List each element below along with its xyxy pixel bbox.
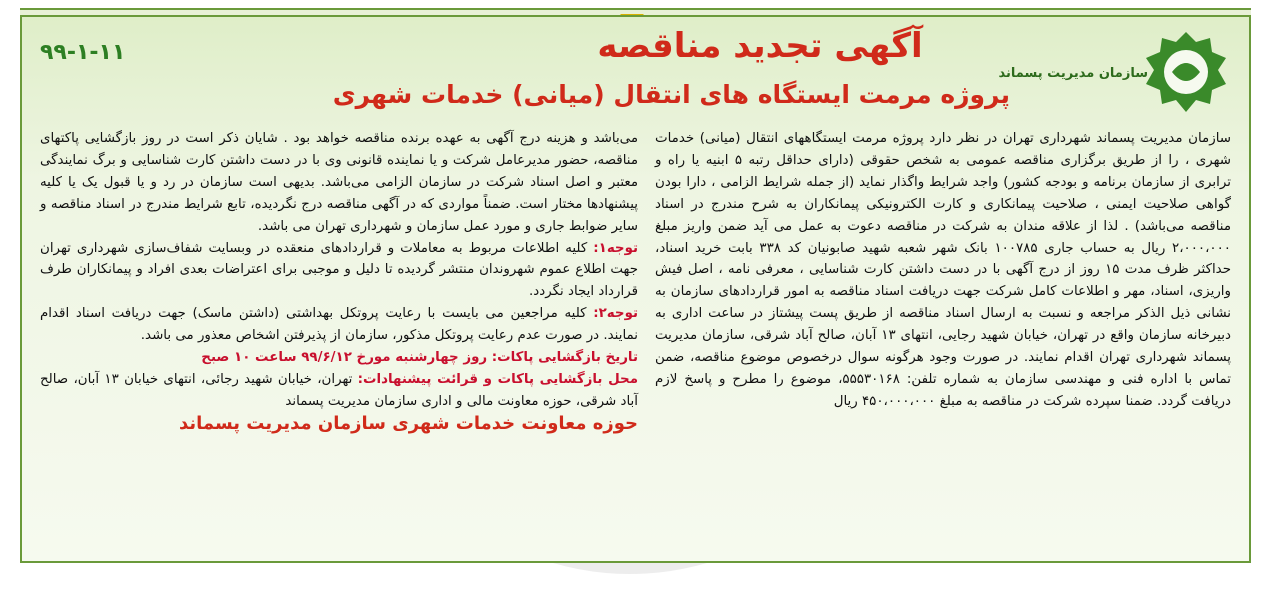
note-2-label: توجه۲:	[593, 306, 638, 322]
note-2-text: کلیه مراجعین می بایست با رعایت پروتکل بهداشتی (داشتن ماسک) جهت دریافت اسناد اقدام نمایند. در صورت عدم رعایت پروتکل مذکور، سازمان از پذیرفتن اشخاص معذور می باشد.	[40, 306, 638, 344]
notice-code: ۹۹-۱-۱۱	[40, 40, 126, 65]
organization-name: سازمان مدیریت پسماند	[998, 66, 1148, 81]
note-1-label: توجه۱:	[593, 240, 639, 256]
conditions-paragraph: می‌باشد و هزینه درج آگهی به عهده برنده مناقصه خواهد بود . شایان ذکر است در روز بازگشایی پاکتهای مناقصه، حضور مدیرعامل شرکت و یا نماینده قانونی وی با در دست داشتن کارت شناسایی و برگ نمایندگی معتبر و اصل اسناد شرکت در سازمان الزامی می‌باشد. بدیهی است سازمان در رد و یا قبول یک یا کلیه پیشنهادها مختار است. ضمناً مواردی که در آگهی مناقصه درج نگردیده، تابع شرایط مندرج در اسناد مناقصه و سایر ضوابط جاری و مورد عمل سازمان و شهرداری تهران می باشد.	[40, 131, 638, 234]
opening-location	[40, 369, 638, 413]
left-column	[40, 128, 638, 435]
signature: حوزه معاونت خدمات شهری سازمان مدیریت پسماند	[178, 412, 638, 434]
main-paragraph: سازمان مدیریت پسماند شهرداری تهران در نظر دارد پروژه مرمت ایستگاههای انتقال (میانی) خدمات شهری ، را از طریق برگزاری مناقصه عمومی به شخص حقوقی (دارای حداقل رتبه ۵ ابنیه یا راه و ترابری از سازمان برنامه و بودجه کشور) واجد شرایط واگذار نماید (از جمله شرایط الزامی ، دارا بودن گواهی صلاحیت ایمنی ، صلاحیت پیمانکاری و کارت الکترونیکی پیمانکاران به شرح مندرج در اسناد مناقصه می‌باشد) . لذا از علاقه مندان به شرکت در مناقصه دعوت به عمل می آید ضمن واریز مبلغ ۲،۰۰۰،۰۰۰ ریال به حساب جاری ۱۰۰۷۸۵ بانک شهر شعبه شهید صابونیان کد ۳۳۸ بابت خرید اسناد، حداکثر ظرف مدت ۱۵ روز از درج آگهی با در دست داشتن کارت شناسایی ، معرفی نامه ، اصل فیش واریزی، اسناد، مهر و اطلاعات کامل شرکت جهت دریافت اسناد مناقصه به امور قراردادهای سازمان به نشانی ذیل الذکر مراجعه و نسبت به ارسال اسناد مناقصه از طریق پست پیشتاز در ساعت اداری به دبیرخانه سازمان واقع در تهران، خیابان شهید رجایی، انتهای ۱۳ آبان، صالح آباد شرقی، سازمان مدیریت پسماند شهرداری تهران اقدام نمایند. در صورت وجود هرگونه سوال درخصوص موضوع مناقصه، ضمن تماس با اداره فنی و مهندسی سازمان به شماره تلفن: ۵۵۵۳۰۱۶۸، موضوع را مطرح و پاسخ لازم دریافت گردد. ضمنا سپرده شرکت در مناقصه به مبلغ ۴۵۰،۰۰۰،۰۰۰ ریال	[655, 131, 1231, 409]
page-subtitle: پروژه مرمت ایستگاه های انتقال (میانی) خدمات شهری	[332, 80, 1010, 109]
note-1	[40, 238, 638, 304]
tehran-municipality-logo-icon	[1140, 28, 1232, 116]
right-column	[655, 128, 1231, 413]
location-label: محل بازگشایی پاکات و قرائت پیشنهادات:	[357, 371, 638, 387]
location-text: تهران، خیابان شهید رجائی، انتهای خیابان ۱۳ آبان، صالح آباد شرقی، حوزه معاونت مالی و اداری سازمان مدیریت پسماند	[40, 371, 638, 409]
page-title: آگهی تجدید مناقصه	[597, 26, 923, 66]
note-1-text: کلیه اطلاعات مربوط به معاملات و قراردادهای منعقده در وبسایت شفاف‌سازی شهرداری تهران جهت اطلاع عموم شهروندان منتشر گردیده تا دلیل و موجبی برای اعتراضات بعدی افراد و پیمانکاران طرف قرارداد ایجاد نگردد.	[40, 240, 638, 300]
note-2	[40, 303, 638, 347]
opening-date: تاریخ بازگشایی پاکات: روز چهارشنبه مورخ ۹۹/۶/۱۲ ساعت ۱۰ صبح	[201, 350, 638, 366]
